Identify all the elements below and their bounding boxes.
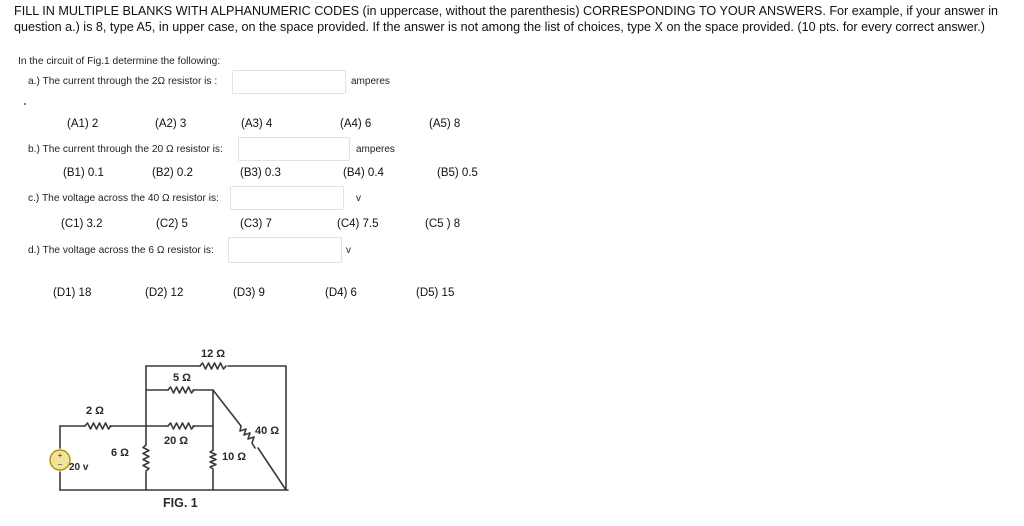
option-b1: (B1) 0.1 (63, 167, 104, 179)
option-b5: (B5) 0.5 (437, 167, 478, 179)
option-c3: (C3) 7 (240, 218, 272, 230)
instructions-text: FILL IN MULTIPLE BLANKS WITH ALPHANUMERIC CODES (in uppercase, without the parenthesis) CORRESPONDING TO YOUR ANSWERS. For example, if your answer in question a.) is 8, type A5, in upper case, on the space provided. If the answer is not among the list of choices, type X on the space provided. (10 pts. for every correct answer.) (14, 4, 999, 34)
question-d-unit: v (346, 245, 351, 256)
voltage-source-icon (50, 450, 70, 470)
option-d5: (D5) 15 (416, 287, 455, 299)
label-2-ohm: 2 Ω (86, 405, 104, 417)
option-d1: (D1) 18 (53, 287, 92, 299)
resistor-2-icon (85, 423, 111, 429)
label-40-ohm: 40 Ω (255, 425, 280, 437)
option-a1: (A1) 2 (67, 118, 99, 130)
resistor-10-icon (210, 450, 216, 469)
option-a2: (A2) 3 (155, 118, 187, 130)
question-a-unit: amperes (351, 76, 390, 87)
question-c-unit: v (356, 193, 361, 204)
option-d4: (D4) 6 (325, 287, 357, 299)
question-c-prompt: c.) The voltage across the 40 Ω resistor is: (28, 193, 219, 204)
question-a-prompt: a.) The current through the 2Ω resistor is : (28, 76, 218, 87)
option-c5: (C5 ) 8 (425, 218, 461, 230)
option-b3: (B3) 0.3 (240, 167, 281, 179)
resistor-20-icon (168, 423, 194, 429)
option-b4: (B4) 0.4 (343, 167, 384, 179)
svg-text:−: − (57, 460, 63, 469)
svg-text:+: + (57, 451, 63, 460)
question-d-prompt: d.) The voltage across the 6 Ω resistor is: (28, 245, 214, 256)
option-a5: (A5) 8 (429, 118, 461, 130)
option-c1: (C1) 3.2 (61, 218, 103, 230)
label-10-ohm: 10 Ω (222, 451, 247, 463)
resistor-40-icon (240, 426, 255, 448)
option-a3: (A3) 4 (241, 118, 273, 130)
option-d3: (D3) 9 (233, 287, 265, 299)
option-d2: (D2) 12 (145, 287, 184, 299)
label-source-voltage: 20 v (69, 462, 89, 473)
question-b-prompt: b.) The current through the 20 Ω resistor is: (28, 144, 223, 155)
option-b2: (B2) 0.2 (152, 167, 193, 179)
label-12-ohm: 12 Ω (201, 348, 226, 360)
option-c2: (C2) 5 (156, 218, 188, 230)
label-20-ohm: 20 Ω (164, 435, 189, 447)
resistor-12-icon (200, 363, 226, 369)
figure-caption: FIG. 1 (163, 496, 198, 510)
option-c4: (C4) 7.5 (337, 218, 379, 230)
intro-text: In the circuit of Fig.1 determine the following: (18, 56, 221, 67)
resistor-6-icon (143, 445, 149, 471)
wire-diagonal (213, 390, 286, 490)
resistor-5-icon (168, 387, 194, 393)
question-b-unit: amperes (356, 144, 395, 155)
option-a4: (A4) 6 (340, 118, 372, 130)
label-6-ohm: 6 Ω (111, 447, 129, 459)
label-5-ohm: 5 Ω (173, 372, 191, 384)
